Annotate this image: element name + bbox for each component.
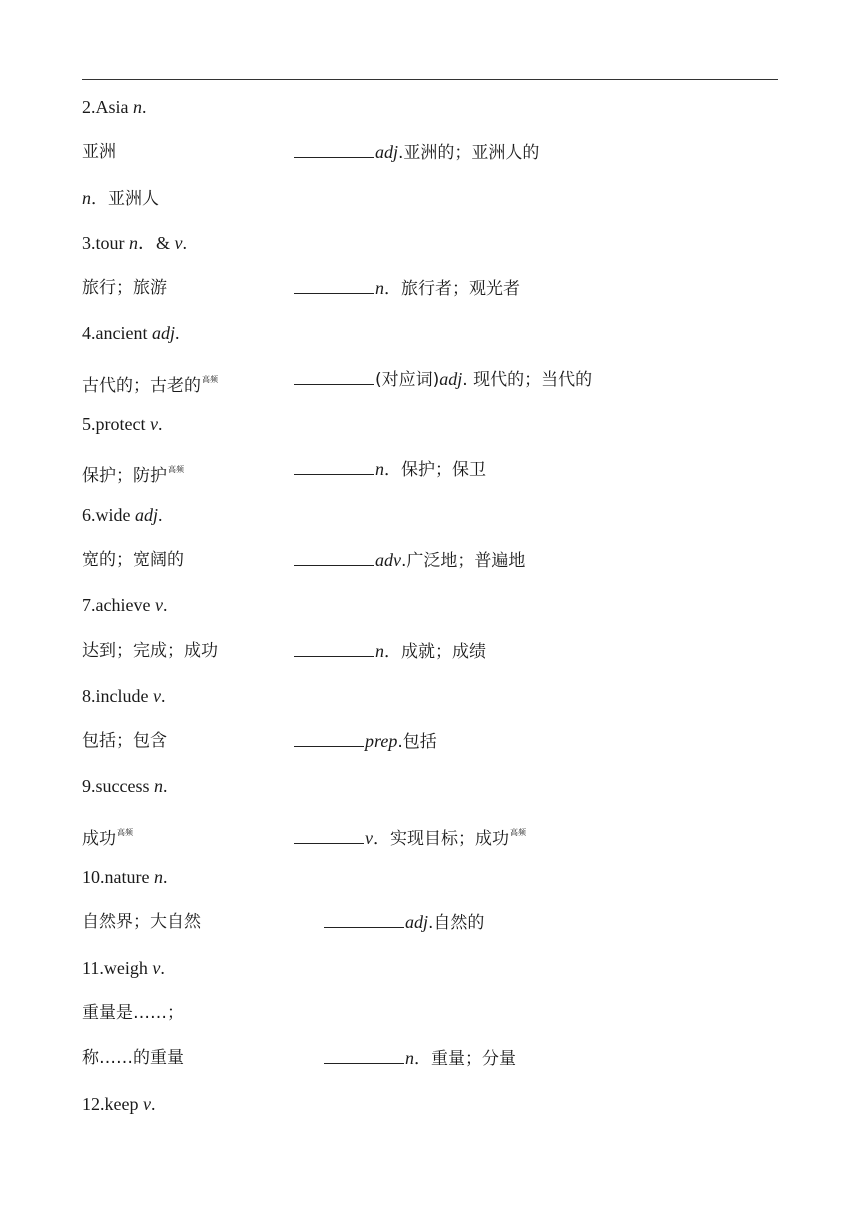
derivative-cell: [294, 130, 539, 176]
pos-suffix: ．&: [138, 232, 175, 253]
pos-suffix: .: [175, 323, 180, 344]
derivative-note: (对应词): [375, 369, 440, 390]
entry-headword: [82, 85, 782, 130]
meaning-text: 古代的；古老的: [82, 375, 201, 396]
entry-headword: [82, 311, 782, 356]
meaning-text: 保护；防护: [82, 466, 167, 487]
pos-suffix: .: [162, 867, 168, 888]
entry-headword: [82, 221, 782, 266]
meaning-text: 重量是……；: [82, 1002, 184, 1023]
entry-headword: [82, 674, 782, 719]
part-of-speech: v: [142, 1093, 151, 1114]
entry-meaning-row: [82, 629, 782, 674]
meaning-text: 称……的重量: [82, 1048, 184, 1069]
fill-in-blank[interactable]: [294, 552, 374, 566]
entry-number: 9.: [82, 776, 96, 797]
entry-number: 2.: [82, 97, 96, 117]
entry-number: 10.: [82, 867, 105, 888]
entry-number: 12.: [82, 1093, 105, 1114]
derivative-cell: [294, 538, 525, 584]
part-of-speech-2: v: [174, 232, 183, 253]
headword: weigh: [103, 957, 153, 978]
entry-number: 11.: [82, 957, 104, 978]
derivative-pos: adj: [439, 368, 463, 389]
pos-suffix-2: .: [182, 232, 188, 253]
pos-suffix: .: [157, 414, 163, 435]
pos-suffix: .: [162, 776, 168, 797]
pos-suffix: .: [160, 957, 165, 978]
meaning-text: 宽的；宽阔的: [82, 549, 184, 570]
entry-headword: [82, 402, 782, 447]
fill-in-blank[interactable]: [294, 280, 374, 294]
entry-number: 3.: [82, 232, 96, 253]
entry-headword: [82, 493, 782, 538]
entry-meaning-row: [82, 810, 782, 855]
headword: ancient: [95, 323, 152, 344]
entry-meaning-row: [82, 900, 782, 945]
derivative-pos: n: [405, 1048, 414, 1069]
entry-headword: [82, 855, 782, 900]
entry-meaning-row: [82, 719, 782, 764]
fill-in-blank[interactable]: [294, 733, 364, 747]
part-of-speech: v: [149, 414, 158, 435]
meaning-text: 包括；包含: [82, 731, 167, 752]
entry-meaning-row: [82, 130, 782, 175]
pos-suffix: .: [150, 1093, 156, 1114]
part-of-speech: adj: [151, 323, 175, 344]
derivative-meaning: .自然的: [428, 913, 485, 934]
meaning-text: 旅行；旅游: [82, 278, 167, 299]
headword: include: [95, 685, 153, 706]
derivative-pos: n: [375, 459, 384, 480]
meaning-text: 成功: [82, 828, 116, 849]
entry-headword: [82, 764, 782, 809]
entry-meaning-row: [82, 991, 782, 1036]
entry-number: 5.: [82, 414, 96, 435]
part-of-speech: n: [129, 232, 138, 253]
entry-meaning-row: [82, 538, 782, 583]
headword: protect: [95, 414, 150, 435]
derivative-cell: [294, 719, 437, 765]
vocabulary-list: [82, 85, 782, 1127]
entry-headword: [82, 1082, 782, 1127]
derivative-meaning: .亚洲的；亚洲人的: [398, 143, 540, 164]
derivative-pos: n: [375, 278, 384, 299]
derivative-pos: n: [375, 640, 384, 661]
header-rule: [82, 79, 778, 80]
derivative-cell: [324, 1036, 516, 1082]
derivative-meaning: ．旅行者；观光者: [384, 279, 520, 300]
derivative-pos: adv: [375, 549, 401, 570]
derivative-meaning: ．实现目标；成功: [373, 828, 509, 849]
entry-headword: [82, 583, 782, 628]
part-of-speech: v: [152, 957, 161, 978]
part-of-speech: n: [153, 776, 163, 797]
pos-suffix: .: [162, 595, 168, 616]
entry-meaning-row: [82, 176, 782, 221]
part-of-speech: v: [154, 595, 163, 616]
entry-number: 8.: [82, 685, 96, 706]
headword: tour: [95, 232, 129, 253]
fill-in-blank[interactable]: [294, 830, 364, 844]
part-of-speech: n: [82, 187, 91, 208]
derivative-meaning: .包括: [397, 732, 437, 753]
part-of-speech: n: [133, 97, 142, 117]
headword: success: [95, 776, 154, 797]
pos-suffix: .: [142, 97, 147, 117]
fill-in-blank[interactable]: [294, 144, 374, 158]
entry-meaning-row: [82, 266, 782, 311]
entry-meaning-row: [82, 447, 782, 492]
headword: nature: [104, 867, 154, 888]
part-of-speech: adj: [135, 504, 159, 525]
headword: achieve: [95, 595, 155, 616]
meaning-text: 自然界；大自然: [82, 912, 201, 933]
derivative-meaning: ．保护；保卫: [384, 460, 486, 481]
derivative-pos: adj: [375, 142, 399, 163]
headword: Asia: [95, 97, 133, 117]
meaning-text: ．亚洲人: [91, 188, 159, 209]
headword: wide: [95, 504, 135, 525]
entry-meaning-row: [82, 357, 782, 402]
derivative-cell: [294, 357, 592, 403]
fill-in-blank[interactable]: [324, 914, 404, 928]
pos-suffix: .: [158, 504, 163, 525]
derivative-meaning: ．成就；成绩: [384, 641, 486, 662]
meaning-text: 亚洲: [82, 142, 116, 163]
derivative-pos: adj: [405, 912, 429, 933]
entry-headword: [82, 946, 782, 991]
derivative-cell: [294, 266, 520, 312]
entry-number: 4.: [82, 323, 96, 344]
part-of-speech: n: [153, 867, 163, 888]
derivative-cell: [324, 900, 484, 946]
meaning-text: 达到；完成；成功: [82, 640, 218, 661]
derivative-cell: [294, 629, 486, 675]
entry-number: 7.: [82, 595, 96, 616]
entry-number: 6.: [82, 504, 96, 525]
entry-meaning-row: [82, 1036, 782, 1081]
derivative-cell: [294, 447, 486, 493]
fill-in-blank[interactable]: [294, 371, 374, 385]
derivative-pos: v: [365, 827, 373, 848]
frequency-badge: 高频: [510, 827, 526, 837]
fill-in-blank[interactable]: [294, 643, 374, 657]
frequency-badge: 高频: [117, 827, 133, 837]
part-of-speech: v: [152, 685, 161, 706]
frequency-badge: 高频: [202, 374, 218, 384]
derivative-meaning: ．重量；分量: [414, 1049, 516, 1070]
derivative-meaning: .广泛地；普遍地: [401, 550, 526, 571]
fill-in-blank[interactable]: [324, 1050, 404, 1064]
frequency-badge: 高频: [168, 465, 184, 475]
pos-suffix: .: [160, 685, 166, 706]
derivative-pos: prep: [365, 731, 398, 752]
headword: keep: [104, 1093, 143, 1114]
derivative-meaning: . 现代的；当代的: [462, 369, 593, 390]
fill-in-blank[interactable]: [294, 461, 374, 475]
